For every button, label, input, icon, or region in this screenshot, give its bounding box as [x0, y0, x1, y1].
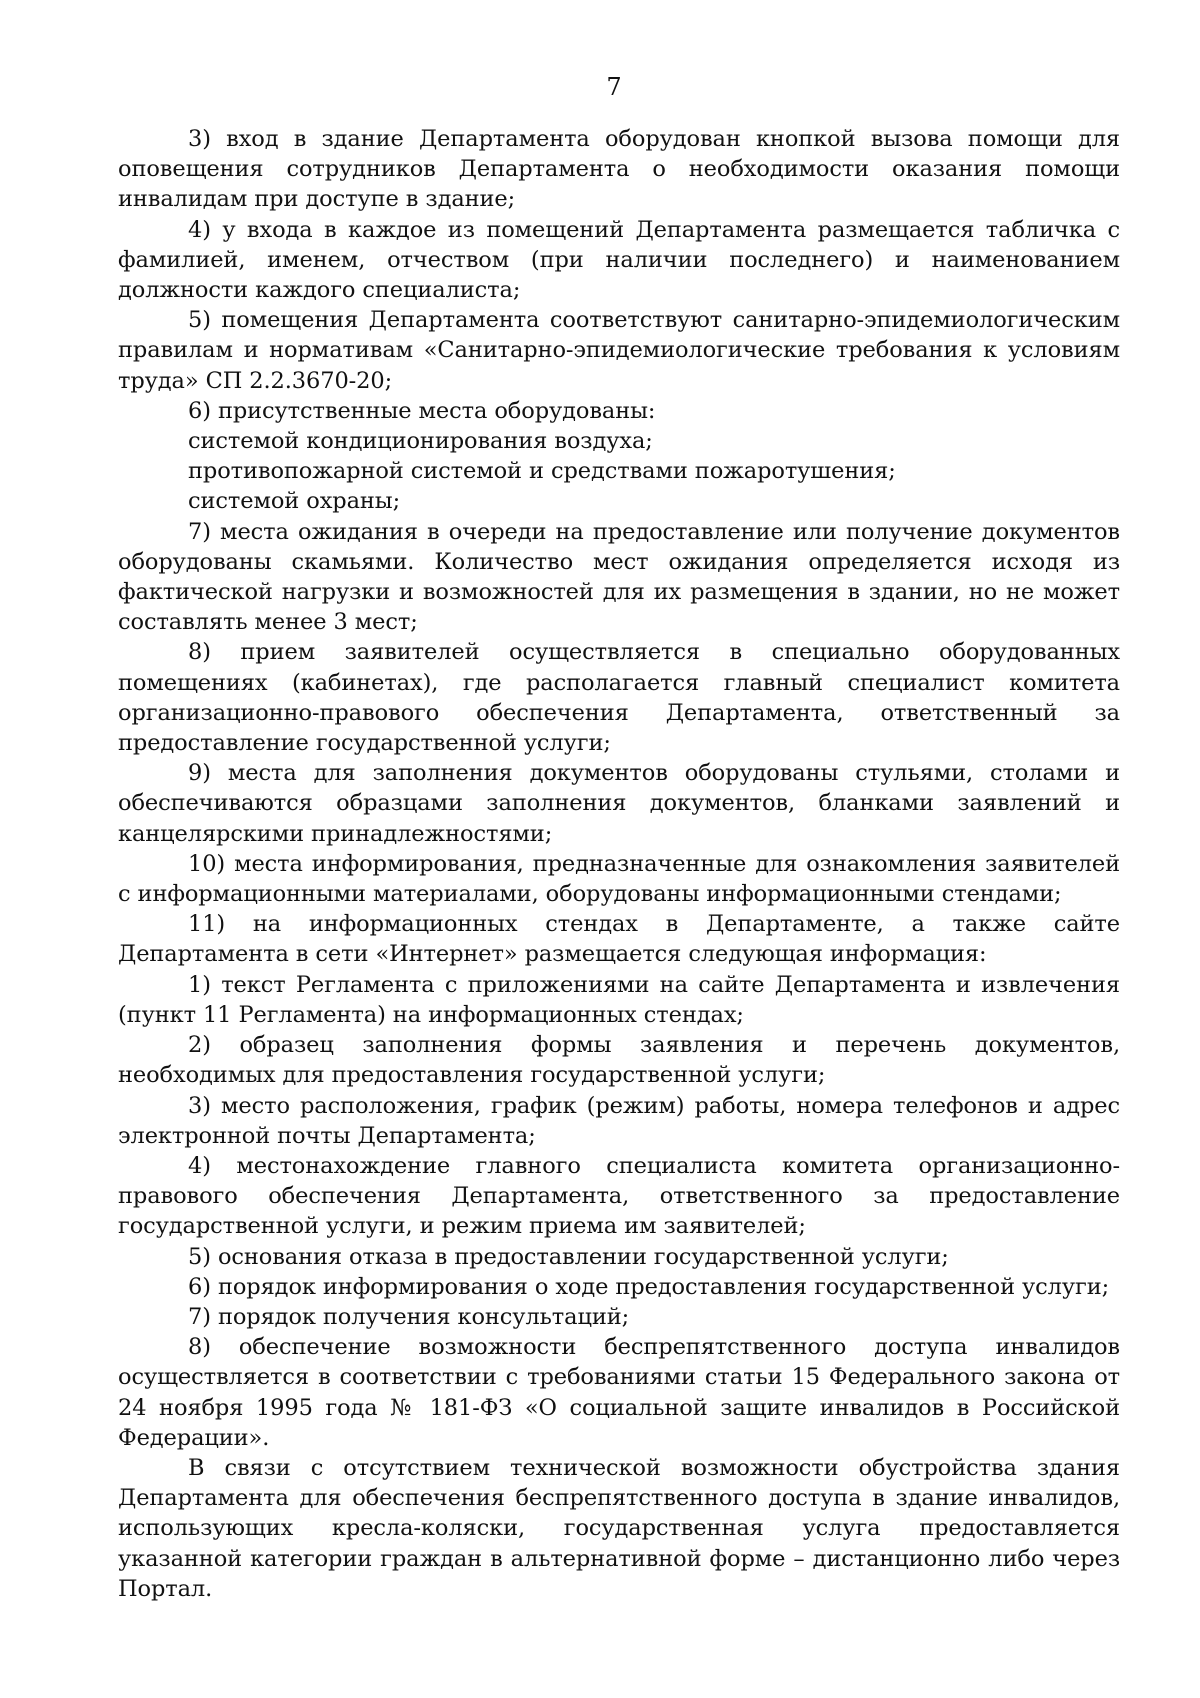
- paragraph-item-11: 11) на информационных стендах в Департаменте, а также сайте Департамента в сети «Интернет» размещается следующая информация:: [118, 911, 1120, 968]
- paragraph-subitem-air-conditioning: системой кондиционирования воздуха;: [188, 428, 653, 455]
- page-number: 7: [606, 73, 622, 101]
- paragraph-info-item-8: 8) обеспечение возможности беспрепятственного доступа инвалидов осуществляется в соответствии с требованиями статьи 15 Федерального закона от 24 ноября 1995 года № 181-ФЗ «О социальной защите инвалидов в Российской Федерации».: [118, 1334, 1120, 1451]
- paragraph-info-item-6: 6) порядок информирования о ходе предоставления государственной услуги;: [188, 1273, 1110, 1300]
- paragraph-item-9: 9) места для заполнения документов оборудованы стульями, столами и обеспечиваются образцами заполнения документов, бланками заявлений и канцелярскими принадлежностями;: [118, 760, 1120, 847]
- paragraph-info-item-4: 4) местонахождение главного специалиста комитета организационно-правового обеспечения Департамента, ответственного за предоставление государственной услуги, и режим приема им заявителей;: [118, 1152, 1120, 1240]
- paragraph-info-item-2: 2) образец заполнения формы заявления и перечень документов, необходимых для предоставления государственной услуги;: [118, 1032, 1120, 1089]
- paragraph-subitem-security: системой охраны;: [188, 488, 401, 515]
- document-body: [118, 124, 1120, 1604]
- paragraph-info-item-7: 7) порядок получения консультаций;: [188, 1303, 630, 1330]
- paragraph-subitem-fire-protection: противопожарной системой и средствами пожаротушения;: [188, 458, 896, 485]
- paragraph-item-10: 10) места информирования, предназначенные для ознакомления заявителей с информационными материалами, оборудованы информационными стендами;: [118, 850, 1120, 908]
- paragraph-item-8: 8) прием заявителей осуществляется в специально оборудованных помещениях (кабинетах), где располагается главный специалист комитета организационно-правового обеспечения Департамента, ответственный за предоставление государственной услуги;: [118, 639, 1120, 757]
- paragraph-item-3: 3) вход в здание Департамента оборудован кнопкой вызова помощи для оповещения сотрудников Департамента о необходимости оказания помощи инвалидам при доступе в здание;: [118, 126, 1120, 213]
- paragraph-item-4: 4) у входа в каждое из помещений Департамента размещается табличка с фамилией, именем, отчеством (при наличии последнего) и наименованием должности каждого специалиста;: [118, 216, 1120, 304]
- paragraph-closing-note: В связи с отсутствием технической возможности обустройства здания Департамента для обеспечения беспрепятственного доступа в здание инвалидов, использующих кресла-коляски, государственная услуга предоставляется указанной категории граждан в альтернативной форме – дистанционно либо через Портал.: [118, 1454, 1120, 1602]
- paragraph-info-item-1: 1) текст Регламента с приложениями на сайте Департамента и извлечения (пункт 11 Регламента) на информационных стендах;: [118, 971, 1120, 1028]
- paragraph-item-7: 7) места ожидания в очереди на предоставление или получение документов оборудованы скамьями. Количество мест ожидания определяется исходя из фактической нагрузки и возможностей для их размещения в здании, но не может составлять менее 3 мест;: [118, 518, 1120, 636]
- paragraph-item-6: 6) присутственные места оборудованы:: [188, 397, 656, 424]
- paragraph-info-item-3: 3) место расположения, график (режим) работы, номера телефонов и адрес электронной почты Департамента;: [118, 1092, 1120, 1149]
- paragraph-item-5: 5) помещения Департамента соответствуют санитарно-эпидемиологическим правилам и нормативам «Санитарно-эпидемиологические требования к условиям труда» СП 2.2.3670-20;: [118, 307, 1120, 394]
- paragraph-info-item-5: 5) основания отказа в предоставлении государственной услуги;: [188, 1243, 949, 1270]
